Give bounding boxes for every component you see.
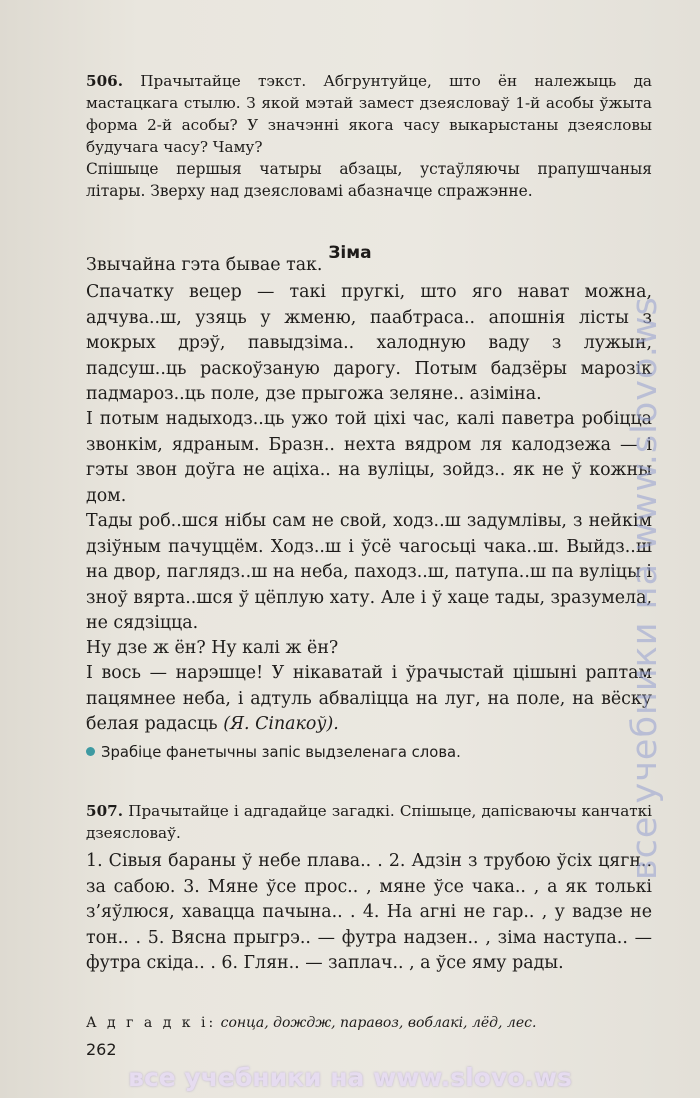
task-text: Зрабіце фанетычны запіс выдзеленага слова. (101, 744, 461, 761)
author-citation: (Я. Сіпакоў). (223, 714, 339, 734)
exercise-507-number: 507. (86, 802, 123, 820)
task-note (86, 742, 652, 764)
paragraph-1: Звычайна гэта бывае так. (86, 255, 323, 275)
paragraph-2: Спачатку вецер — такі пругкі, што яго нават можна, адчува..ш, узяць у жменю, паабтраса.. апошнія лісты з мокрых дрэў, павыдзіма.. халодную ваду з лужын, падсуш..ць раскоўзаную дарогу. Потым бадзёры марозік падмароз..ць поле, дзе прыгожа зеляне.. азіміна. (86, 282, 652, 404)
exercise-506-text: Прачытайце тэкст. Абгрунтуйце, што ён належыць да мастацкага стылю. З якой мэтай замест дзеясловаў 1-й асобы ўжыта форма 2-й асобы? У значэнні якога часу выкарыстаны дзеясловы будучага часу? Чаму? (86, 72, 652, 156)
paragraph-5: Ну дзе ж ён? Ну калі ж ён? (86, 638, 339, 658)
page-number: 262 (86, 1040, 117, 1059)
bottom-watermark: все учебники на www.slovo.ws (128, 1063, 572, 1092)
text-title: Зіма (328, 243, 372, 263)
exercise-506-instruction-2: Спішыце першыя чатыры абзацы, устаўляючы прапушчаныя літары. Зверху над дзеясловамі абазначце спражэнне. (86, 160, 652, 200)
answers-label: А д г а д к і: (86, 1015, 217, 1031)
paragraph-6 (86, 661, 652, 738)
side-watermark: все учебники на www.slovo.ws (625, 296, 665, 880)
paragraph-4: Тады роб..шся нібы сам не свой, ходз..ш задумлівы, з нейкім дзіўным пачуццём. Ходз..ш і ўсё чагосьці чака..ш. Выйдз..ш на двор, паглядз..ш на неба, паходз..ш, патупа..ш па вуліцы і зноў вярта..шся ў цёплую хату. Але і ў хаце тады, зразумела, не сядзіцца. (86, 511, 652, 633)
bullet-icon (86, 747, 95, 756)
exercise-507-text: Прачытайце і адгадайце загадкі. Спішыце, дапісваючы канчаткі дзеясловаў. (86, 802, 653, 842)
exercise-506-instruction (86, 70, 652, 158)
paragraph-6-text: І вось — нарэшце! У нікаватай і ўрачыстай цішыні раптам пацямнее неба, і адтуль абваліцца на луг, на поле, на вёску белая радасць (86, 663, 652, 734)
exercise-506-number: 506. (86, 72, 123, 90)
riddles: 1. Сівыя бараны ў небе плава.. . 2. Адзін з трубою ўсіх цягн.. за сабою. 3. Мяне ўсе прос.. , мяне ўсе чака.. , а як толькі з’яўлюся, хавацца пачына.. . 4. На агні не гар.. , у вадзе не тон.. . 5. Вясна прыгрэ.. — футра надзен.. , зіма наступа.. — футра скіда.. . 6. Глян.. — заплач.. , а ўсе яму рады. (86, 851, 652, 973)
answers (86, 1012, 652, 1034)
answers-list: сонца, дождж, паравоз, воблакі, лёд, лес. (220, 1015, 537, 1031)
exercise-507-instruction (86, 800, 652, 844)
paragraph-3: І потым надыходз..ць ужо той ціхі час, калі паветра робіцца звонкім, ядраным. Бразн.. нехта вядром ля калодзежа — і гэты звон доўга не аціха.. на вуліцы, зойдз.. як не ў кожны дом. (86, 409, 652, 506)
